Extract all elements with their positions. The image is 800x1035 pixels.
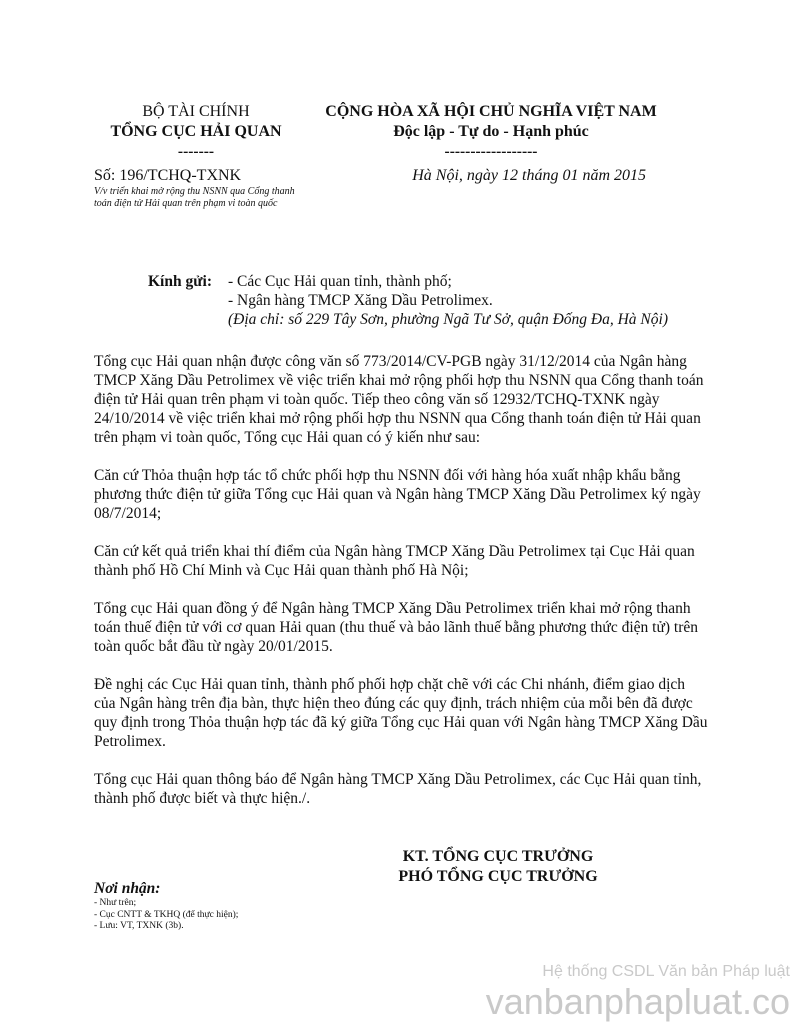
issuing-agency-block bbox=[60, 102, 332, 161]
national-motto: Độc lập - Tự do - Hạnh phúc bbox=[393, 123, 589, 140]
body-paragraph: Tổng cục Hải quan thông báo để Ngân hàng TMCP Xăng Dầu Petrolimex, các Cục Hải quan tỉnh, thành phố được biết và thực hiện./. bbox=[94, 771, 702, 807]
department-name: TỔNG CỤC HẢI QUAN bbox=[110, 123, 282, 140]
body-paragraph: Tổng cục Hải quan đồng ý để Ngân hàng TMCP Xăng Dầu Petrolimex triển khai mở rộng thanh toán thuế điện tử với cơ quan Hải quan (thu thuế và bảo lãnh thuế bằng phương thức điện tử) trên toàn quốc bắt đầu từ ngày 20/01/2015. bbox=[94, 600, 698, 655]
distribution-item: - Lưu: VT, TXNK (3b). bbox=[94, 921, 184, 931]
ministry-name: BỘ TÀI CHÍNH bbox=[142, 103, 250, 120]
recipient-address: (Địa chỉ: số 229 Tây Sơn, phường Ngã Tư Sở, quận Đống Đa, Hà Nội) bbox=[228, 311, 668, 328]
document-body bbox=[94, 352, 708, 827]
recipient-item: - Ngân hàng TMCP Xăng Dầu Petrolimex. bbox=[228, 292, 493, 309]
body-paragraph: Tổng cục Hải quan nhận được công văn số 773/2014/CV-PGB ngày 31/12/2014 của Ngân hàng TMCP Xăng Dầu Petrolimex về việc triển khai mở rộng phối hợp thu NSNN qua Cổng thanh toán điện tử Hải quan trên phạm vi toàn quốc. Tiếp theo công văn số 12932/TCHQ-TXNK ngày 24/10/2014 về việc triển khai mở rộng phối hợp thu NSNN qua Cổng thanh toán điện tử Hải quan trên phạm vi toàn quốc, Tổng cục Hải quan có ý kiến như sau: bbox=[94, 353, 704, 446]
body-paragraph: Căn cứ Thỏa thuận hợp tác tổ chức phối hợp thu NSNN đối với hàng hóa xuất nhập khẩu bằng phương thức điện tử giữa Tổng cục Hải quan và Ngân hàng TMCP Xăng Dầu Petrolimex ký ngày 08/7/2014; bbox=[94, 467, 701, 522]
watermark-caption: Hệ thống CSDL Văn bản Pháp luật bbox=[542, 963, 790, 980]
reference-block bbox=[94, 166, 309, 210]
recipient-item: - Các Cục Hải quan tỉnh, thành phố; bbox=[228, 273, 452, 290]
recipients-block bbox=[148, 272, 668, 329]
site-watermark bbox=[486, 962, 790, 1022]
body-paragraph: Đề nghị các Cục Hải quan tỉnh, thành phố phối hợp chặt chẽ với các Chi nhánh, điểm giao dịch của Ngân hàng trên địa bàn, thực hiện theo đúng các quy định, trách nhiệm của mỗi bên đã được quy định trong Thỏa thuận hợp tác đã ký giữa Tổng cục Hải quan với Ngân hàng TMCP Xăng Dầu Petrolimex. bbox=[94, 676, 708, 750]
signature-position: PHÓ TỔNG CỤC TRƯỞNG bbox=[398, 868, 598, 885]
reference-number: Số: 196/TCHQ-TXNK bbox=[94, 167, 242, 184]
body-paragraph: Căn cứ kết quả triển khai thí điểm của Ngân hàng TMCP Xăng Dầu Petrolimex tại Cục Hải quan thành phố Hồ Chí Minh và Cục Hải quan thành phố Hà Nội; bbox=[94, 543, 695, 579]
department-rule: ------- bbox=[177, 143, 215, 160]
motto-rule: ------------------ bbox=[444, 143, 538, 160]
recipients-label: Kính gửi: bbox=[148, 273, 212, 290]
signature-block bbox=[360, 847, 636, 887]
watermark-domain: vanbanphapluat.co bbox=[485, 981, 790, 1022]
issue-date: Hà Nội, ngày 12 tháng 01 năm 2015 bbox=[412, 167, 646, 184]
national-heading-block bbox=[300, 102, 682, 161]
distribution-title: Nơi nhận: bbox=[94, 880, 161, 897]
nation-name: CỘNG HÒA XÃ HỘI CHỦ NGHĨA VIỆT NAM bbox=[325, 103, 657, 120]
distribution-item: - Cục CNTT & TKHQ (để thực hiện); bbox=[94, 909, 239, 920]
signature-title: KT. TỔNG CỤC TRƯỞNG bbox=[402, 848, 594, 865]
distribution-item: - Như trên; bbox=[94, 898, 137, 908]
distribution-block bbox=[94, 879, 394, 933]
document-subject: V/v triển khai mở rộng thu NSNN qua Cổng thanh toán điện tử Hải quan trên phạm vi toàn quốc bbox=[94, 186, 295, 209]
